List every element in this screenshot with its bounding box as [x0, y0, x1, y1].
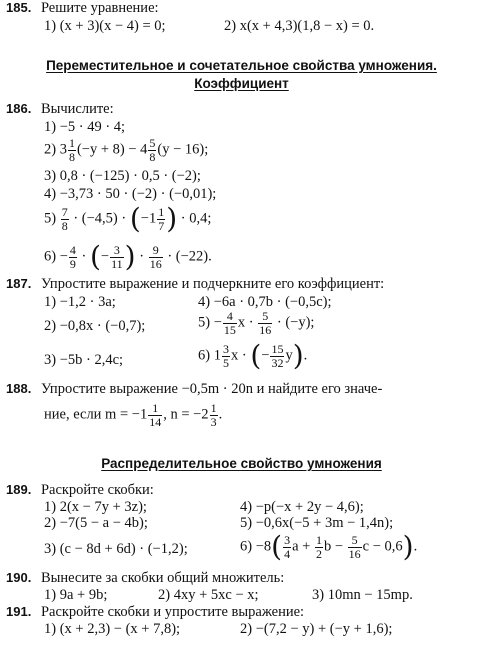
fraction: $\frac{5}{16}$ [348, 532, 361, 561]
problem-title: Решите уравнение: [40, 0, 159, 16]
problem-number: 186. [6, 101, 32, 116]
section-heading-2: Распределительное свойство умножения [101, 456, 382, 471]
problem-title: Упростите выражение и подчеркните его коэффициент: [40, 276, 385, 292]
problem-191-header [6, 604, 304, 621]
problem-190-header [6, 570, 284, 587]
problem-186-item-6: 6) − $\frac{4}{9}$ · (− $\frac{3}{11}$ ) · $\frac{9}{16}$ · (−22). [44, 240, 212, 273]
problem-number: 191. [6, 604, 32, 619]
problem-188-line-2: ние, если m = −1 $\frac{1}{14}$ , n = −2 $\frac{1}{3}$ . [44, 401, 223, 429]
fraction: $\frac{1}{8}$ [68, 136, 75, 164]
problem-187-item-4: 4) −6a · 0,7b · (−0,5c); [198, 294, 332, 310]
problem-191-item-2: 2) −(7,2 − y) + (−y + 1,6); [240, 621, 393, 637]
fraction: $\frac{1}{7}$ [158, 204, 165, 233]
problem-189-item-1: 1) 2(x − 7y + 3z); [44, 499, 147, 515]
problem-187-item-6: 6) 1 $\frac{3}{5}$ x · (− $\frac{15}{32}$ y). [198, 339, 308, 372]
problem-191-item-1: 1) (x + 2,3) − (x + 7,8); [44, 621, 181, 637]
fraction: $\frac{3}{11}$ [111, 242, 123, 271]
problem-190-item-3: 3) 10mn − 15mp. [312, 587, 413, 603]
fraction: $\frac{4}{9}$ [69, 242, 76, 271]
section-heading-1-line2: Коэффициент [194, 76, 289, 91]
problem-number: 190. [6, 570, 32, 585]
problem-190-item-1: 1) 9a + 9b; [44, 587, 108, 603]
problem-188-line-1 [6, 381, 382, 398]
fraction: $\frac{1}{3}$ [210, 401, 217, 429]
problem-title: Раскройте скобки и упростите выражение: [40, 604, 305, 620]
fraction: $\frac{15}{32}$ [271, 341, 284, 370]
problem-187-header [6, 276, 384, 293]
problem-185-item-1: 1) (x + 3)(x − 4) = 0; [44, 18, 166, 34]
fraction: $\frac{3}{5}$ [222, 341, 229, 370]
problem-186-item-3: 3) 0,8 · (−125) · 0,5 · (−2); [44, 168, 201, 184]
problem-number: 185. [6, 0, 32, 15]
problem-190-item-2: 2) 4xy + 5xc − x; [158, 587, 259, 603]
problem-title: Вычислите: [40, 101, 114, 117]
problem-186-item-5: 5) $\frac{7}{8}$ · (−4,5) · (−1 $\frac{1}{7}$ ) · 0,4; [44, 202, 212, 235]
problem-text: Упростите выражение −0,5m · 20n и найдите его значе- [40, 381, 383, 397]
problem-189-item-6: 6) −8( $\frac{3}{4}$ a + $\frac{1}{2}$ b − $\frac{5}{16}$ c − 0,6). [240, 530, 418, 563]
problem-186-item-1: 1) −5 · 49 · 4; [44, 119, 126, 135]
problem-189-item-2: 2) −7(5 − a − 4b); [44, 515, 148, 531]
fraction: $\frac{1}{2}$ [315, 532, 322, 561]
problem-186-item-4: 4) −3,73 · 50 · (−2) · (−0,01); [44, 186, 217, 202]
problem-189-item-5: 5) −0,6x(−5 + 3m − 1,4n); [240, 515, 394, 531]
fraction: $\frac{5}{8}$ [149, 136, 156, 164]
problem-189-item-4: 4) −p(−x + 2y − 4,6); [240, 499, 364, 515]
fraction: $\frac{7}{8}$ [61, 204, 68, 233]
problem-title: Вынесите за скобки общий множитель: [40, 570, 285, 586]
problem-185-item-2: 2) x(x + 4,3)(1,8 − x) = 0. [224, 18, 375, 34]
problem-189-item-3: 3) (c − 8d + 6d) · (−1,2); [44, 541, 188, 557]
problem-number: 187. [6, 276, 32, 291]
problem-186-item-2: 2) 3 $\frac{1}{8}$ (−y + 8) − 4 $\frac{5}{8}$ (y − 16); [44, 136, 209, 164]
fraction: $\frac{9}{16}$ [149, 242, 162, 271]
problem-title: Раскройте скобки: [40, 482, 154, 498]
problem-186-header [6, 101, 114, 118]
problem-187-item-1: 1) −1,2 · 3a; [44, 294, 116, 310]
problem-187-item-2: 2) −0,8x · (−0,7); [44, 318, 146, 334]
problem-189-header [6, 482, 154, 499]
fraction: $\frac{5}{16}$ [259, 309, 272, 337]
fraction: $\frac{3}{4}$ [284, 532, 291, 561]
problem-185-header [6, 0, 159, 17]
problem-number: 188. [6, 381, 32, 396]
problem-187-item-3: 3) −5b · 2,4c; [44, 352, 124, 368]
problem-number: 189. [6, 482, 32, 497]
fraction: $\frac{4}{15}$ [223, 309, 236, 337]
section-heading-1: Переместительное и сочетательное свойства умножения. [46, 58, 437, 73]
fraction: $\frac{1}{14}$ [149, 401, 162, 429]
problem-187-item-5: 5) − $\frac{4}{15}$ x · $\frac{5}{16}$ · (−y); [198, 309, 315, 337]
